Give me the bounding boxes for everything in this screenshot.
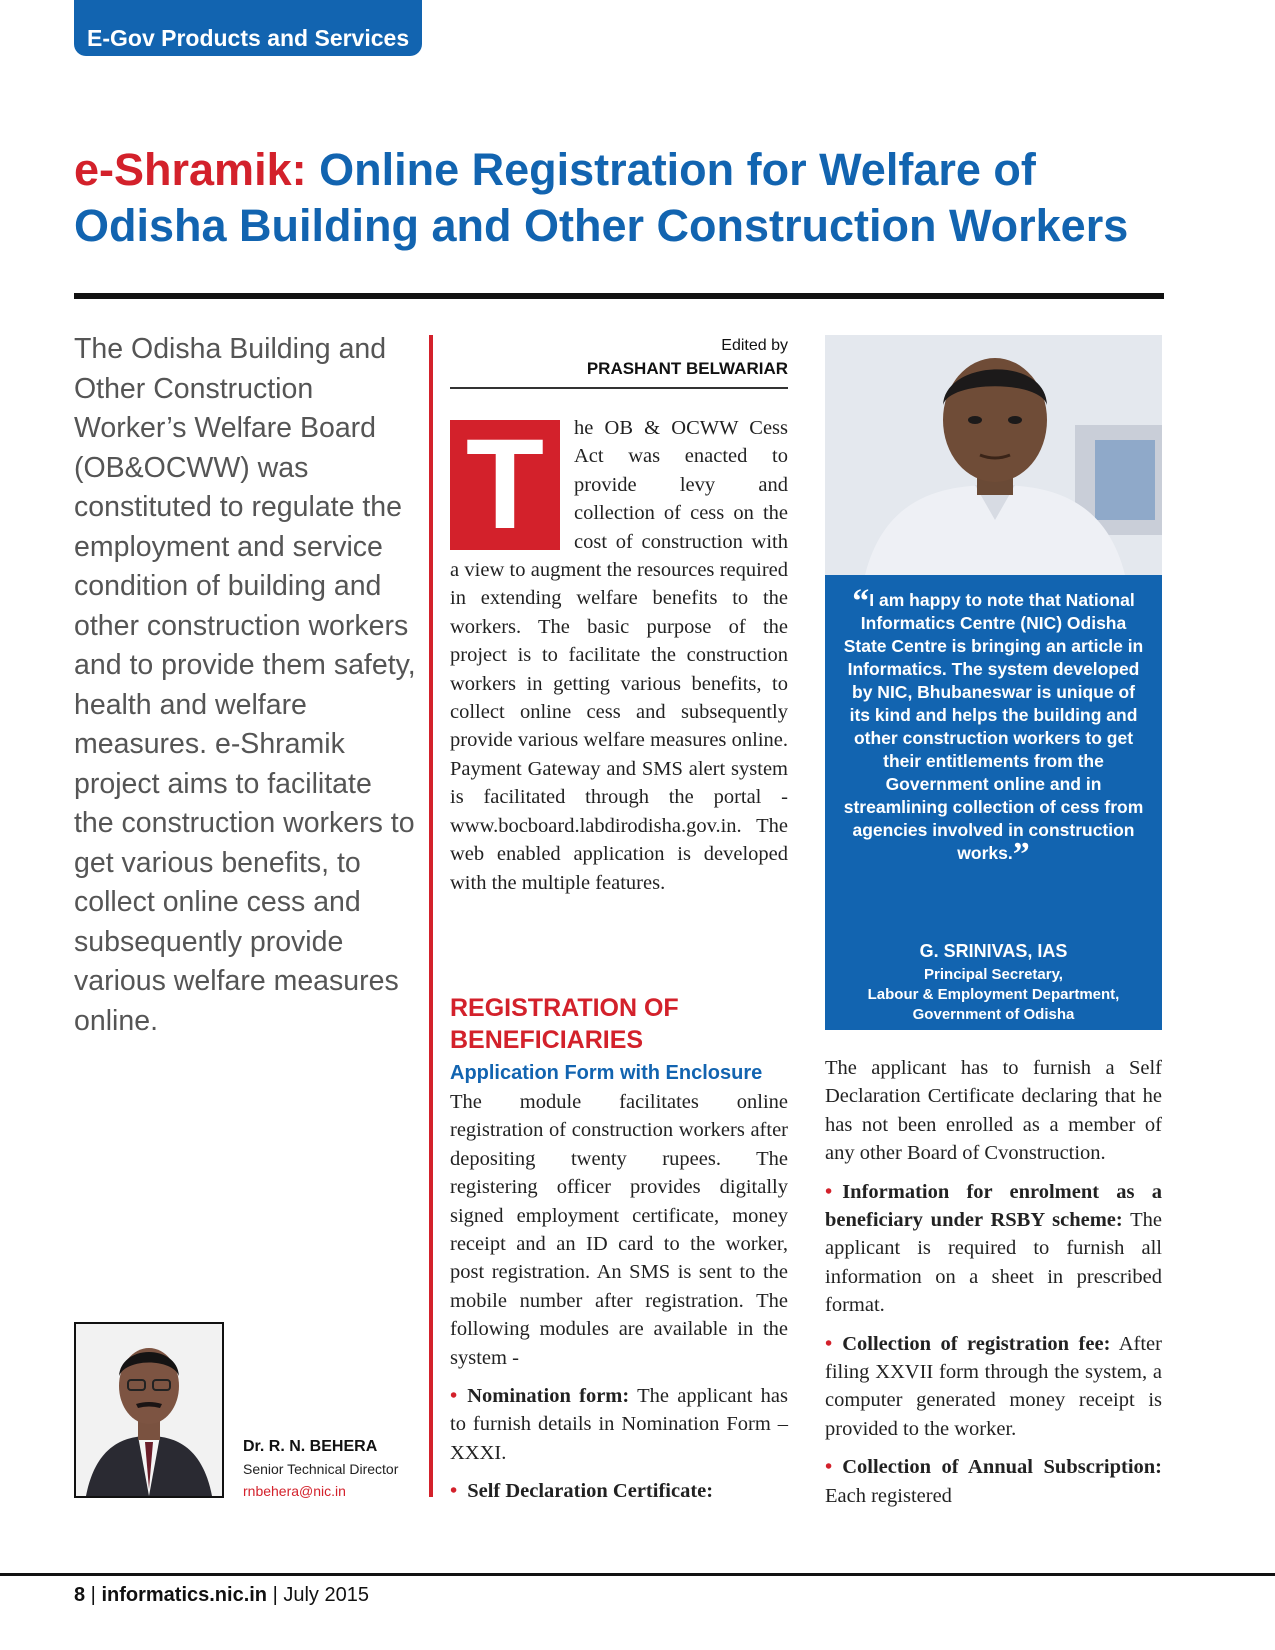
quote-author-role-1: Principal Secretary, <box>924 966 1063 983</box>
footer-separator: | <box>85 1584 102 1606</box>
footer-divider <box>0 1573 1275 1576</box>
author-title: Senior Technical Director <box>243 1461 399 1477</box>
subheading: Application Form with Enclosure <box>450 1062 763 1084</box>
bullet-icon: • <box>825 1332 833 1355</box>
body-column-1 <box>450 414 788 897</box>
edited-by <box>450 334 788 380</box>
article-title <box>74 142 1184 254</box>
drop-cap: T <box>450 420 560 550</box>
section-tag-label: E-Gov Products and Services <box>87 25 410 51</box>
page-number: 8 <box>74 1584 86 1606</box>
quote-author-role-3: Government of Odisha <box>912 1006 1075 1023</box>
close-quote-icon: ” <box>1012 836 1030 873</box>
list-item <box>825 1453 1162 1510</box>
title-brand: e-Shramik: <box>74 144 307 195</box>
body-paragraph-1: he OB & OCWW Cess Act was enacted to provide levy and collection of cess on the cost of construction with a view to augment the resources required in extending welfare benefits to the workers. The basic purpose of the project is to facilitate the construction workers in getting various benefits, to collect online cess and subsequently provide various welfare measures online. Payment Gateway and SMS alert system is facilitated through the portal - www.bocboard.labdirodisha.gov.in. The web enabled application is developed with the multiple features. <box>450 417 788 894</box>
title-line2: Odisha Building and Other Construction Workers <box>74 200 1129 251</box>
list-item-text: After filing XXVII form through the system, a computer generated money receipt is provided to the worker. <box>825 1332 1162 1440</box>
quote-author-role-2: Labour & Employment Department, <box>867 986 1120 1003</box>
edited-by-divider <box>450 387 788 389</box>
list-item <box>450 1477 788 1505</box>
edited-by-label: Edited by <box>721 337 788 354</box>
intro-text: The Odisha Building and Other Construction Worker’s Welfare Board (OB&OCWW) was constituted to regulate the employment and service condition of building and other construction workers and to provide them safety, health and welfare measures. e-Shramik project aims to facilitate the construction workers to get various benefits, to collect online cess and subsequently provide various welfare measures online. <box>74 333 416 1037</box>
body-column-1-modules <box>450 1088 788 1506</box>
bullet-icon: • <box>450 1480 458 1503</box>
editor-name: PRASHANT BELWARIAR <box>586 359 788 378</box>
body-paragraph-2: The module facilitates online registration of construction workers after depositing twenty rupees. The registering officer provides digitally signed employment certificate, money receipt and an ID card to the worker, post registration. An SMS is sent to the mobile number after registration. The following modules are available in the system - <box>450 1091 788 1369</box>
page-footer <box>74 1582 369 1608</box>
author-email[interactable]: rnbehera@nic.in <box>243 1483 346 1499</box>
list-item-term: Information for enrolment as a beneficiary under RSBY scheme: <box>825 1180 1162 1232</box>
bullet-icon: • <box>825 1456 833 1479</box>
footer-separator: | <box>267 1584 284 1606</box>
official-photo <box>825 335 1162 575</box>
list-item <box>825 1330 1162 1444</box>
body-paragraph-3: The applicant has to furnish a Self Declaration Certificate declaring that he has not been enrolled as a member of any other Board of Cvonstruction. <box>825 1057 1162 1165</box>
list-item <box>450 1382 788 1467</box>
quote-text <box>843 583 1144 873</box>
quote-body: I am happy to note that National Informatics Centre (NIC) Odisha State Centre is bringing an article in Informatics. The system developed by NIC, Bhubaneswar is unique of its kind and helps the building and other construction workers to get their entitlements from the Government online and in streamlining collection of cess from agencies involved in construction works. <box>843 590 1144 863</box>
bullet-icon: • <box>825 1180 833 1203</box>
author-portrait-icon <box>76 1324 222 1496</box>
footer-site[interactable]: informatics.nic.in <box>101 1584 268 1606</box>
list-item-term: Collection of registration fee: <box>842 1332 1111 1355</box>
author-info <box>243 1436 423 1502</box>
list-item-text: The applicant is required to furnish all information on a sheet in prescribed format. <box>825 1209 1162 1317</box>
quote-author-name: G. SRINIVAS, IAS <box>919 941 1068 961</box>
list-item-text: Each registered <box>825 1484 952 1507</box>
section-heading: REGISTRATION OF BENEFICIARIES <box>450 994 679 1054</box>
footer-date: July 2015 <box>283 1584 369 1606</box>
body-column-2 <box>825 1054 1162 1510</box>
title-line1: Online Registration for Welfare of <box>319 144 1036 195</box>
open-quote-icon: “ <box>852 583 870 620</box>
list-item <box>825 1178 1162 1320</box>
column-divider <box>429 335 433 1497</box>
quote-box <box>825 575 1162 1030</box>
quote-author-role <box>825 965 1162 1025</box>
list-item-text: The applicant has to furnish details in Nomination Form – XXXI. <box>450 1385 788 1464</box>
bullet-icon: • <box>450 1385 458 1408</box>
list-item-term: Collection of Annual Subscription: <box>842 1456 1162 1479</box>
author-photo <box>74 1322 224 1498</box>
list-item-term: Nomination form: <box>467 1385 630 1408</box>
title-divider <box>74 293 1164 299</box>
list-item-term: Self Declaration Certificate: <box>467 1480 714 1503</box>
official-portrait-icon <box>825 335 1162 575</box>
author-name: Dr. R. N. BEHERA <box>243 1438 378 1455</box>
section-tag <box>74 0 422 56</box>
